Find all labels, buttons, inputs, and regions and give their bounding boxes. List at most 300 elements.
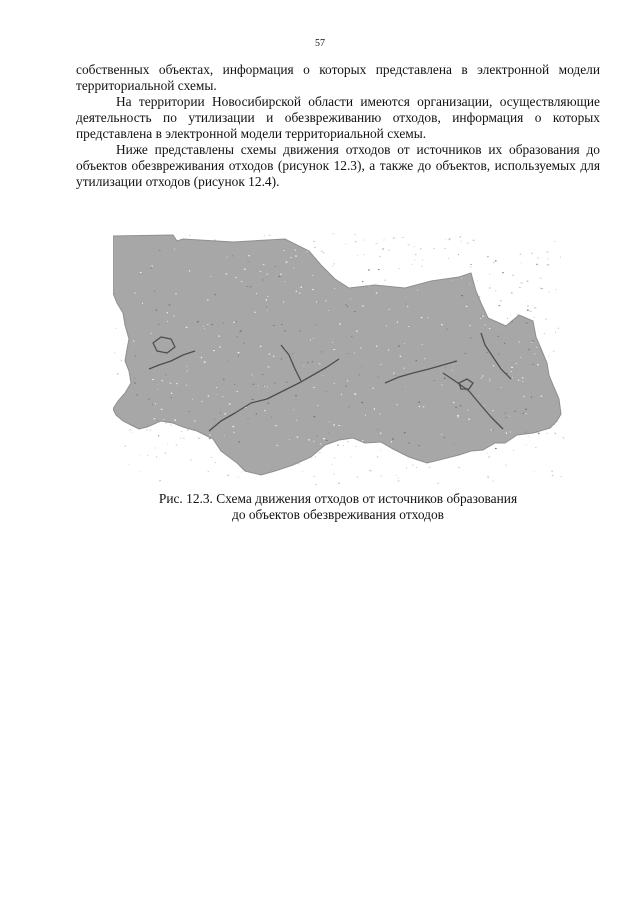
- terrain-dot: [408, 244, 410, 245]
- region-texture-dot: [382, 249, 384, 250]
- terrain-dot: [319, 452, 321, 453]
- region-texture-dot: [301, 287, 302, 288]
- region-texture-dot: [457, 417, 458, 418]
- region-texture-dot: [359, 374, 360, 375]
- region-texture-dot: [541, 396, 543, 397]
- region-texture-dot: [295, 250, 297, 251]
- region-texture-dot: [148, 399, 149, 400]
- terrain-dot: [555, 332, 556, 333]
- region-texture-dot: [532, 342, 533, 343]
- region-texture-dot: [397, 322, 398, 323]
- region-texture-dot: [211, 276, 212, 277]
- terrain-dot: [355, 241, 356, 242]
- region-texture-dot: [312, 361, 313, 362]
- region-texture-dot: [506, 432, 507, 433]
- region-texture-dot: [171, 393, 172, 394]
- region-texture-dot: [159, 324, 160, 325]
- region-texture-dot: [234, 384, 235, 385]
- region-texture-dot: [389, 309, 390, 310]
- region-texture-dot: [498, 389, 499, 390]
- region-texture-dot: [226, 273, 228, 274]
- region-texture-dot: [526, 413, 527, 414]
- region-texture-dot: [187, 366, 188, 367]
- terrain-dot: [372, 471, 373, 472]
- region-texture-dot: [457, 415, 459, 416]
- region-texture-dot: [489, 381, 490, 382]
- region-texture-dot: [208, 396, 209, 397]
- terrain-dot: [398, 477, 399, 478]
- terrain-dot: [269, 235, 271, 236]
- region-texture-dot: [174, 249, 175, 250]
- region-texture-dot: [275, 383, 276, 384]
- region-texture-dot: [532, 341, 534, 342]
- region-texture-dot: [455, 360, 456, 361]
- terrain-dot: [534, 472, 535, 473]
- region-texture-dot: [133, 341, 134, 342]
- region-texture-dot: [393, 373, 394, 374]
- region-texture-dot: [470, 264, 472, 265]
- region-texture-dot: [527, 276, 528, 277]
- region-texture-dot: [135, 355, 136, 356]
- region-texture-dot: [534, 354, 535, 355]
- region-texture-dot: [236, 321, 237, 322]
- region-texture-dot: [313, 338, 314, 339]
- region-texture-dot: [408, 280, 409, 281]
- region-texture-dot: [229, 403, 231, 404]
- region-texture-dot: [223, 323, 224, 324]
- region-texture-dot: [268, 367, 270, 368]
- region-texture-dot: [264, 410, 265, 411]
- region-texture-dot: [253, 384, 255, 385]
- region-texture-dot: [466, 306, 468, 307]
- terrain-dot: [377, 456, 378, 457]
- terrain-dot: [421, 266, 422, 267]
- terrain-dot: [384, 280, 386, 281]
- terrain-dot: [357, 255, 358, 256]
- region-texture-dot: [408, 443, 409, 444]
- region-texture-dot: [419, 445, 420, 446]
- region-texture-dot: [515, 263, 517, 264]
- region-texture-dot: [142, 303, 143, 304]
- terrain-dot: [406, 468, 407, 469]
- region-texture-dot: [267, 387, 268, 388]
- terrain-dot: [526, 445, 527, 446]
- region-texture-dot: [223, 379, 224, 380]
- region-texture-dot: [495, 448, 497, 449]
- region-texture-dot: [480, 318, 481, 319]
- terrain-dot: [415, 254, 416, 255]
- region-texture-dot: [407, 306, 408, 307]
- region-texture-dot: [509, 416, 510, 417]
- region-texture-dot: [233, 322, 234, 323]
- terrain-dot: [415, 260, 416, 261]
- terrain-dot: [191, 459, 192, 460]
- region-texture-dot: [533, 304, 534, 305]
- region-texture-dot: [492, 430, 494, 431]
- terrain-dot: [420, 248, 421, 249]
- region-texture-dot: [404, 343, 405, 344]
- terrain-dot: [241, 472, 242, 473]
- region-texture-dot: [174, 316, 175, 317]
- region-texture-dot: [284, 331, 286, 332]
- terrain-dot: [414, 246, 415, 247]
- region-texture-dot: [248, 262, 249, 263]
- region-texture-dot: [455, 407, 456, 408]
- region-texture-dot: [434, 248, 435, 249]
- region-texture-dot: [209, 435, 210, 436]
- region-texture-dot: [313, 387, 315, 388]
- region-texture-dot: [297, 437, 299, 438]
- region-texture-dot: [361, 366, 362, 367]
- terrain-dot: [384, 240, 385, 241]
- region-texture-dot: [326, 391, 327, 392]
- region-texture-dot: [405, 387, 406, 388]
- region-texture-dot: [314, 416, 316, 417]
- region-texture-dot: [318, 302, 319, 303]
- region-texture-dot: [468, 419, 470, 420]
- terrain-dot: [527, 305, 529, 306]
- region-texture-dot: [186, 385, 187, 386]
- region-texture-dot: [136, 394, 138, 395]
- region-map: [113, 233, 565, 485]
- region-texture-dot: [279, 276, 281, 277]
- region-texture-dot: [174, 444, 175, 445]
- region-texture-dot: [216, 387, 217, 388]
- region-texture-dot: [280, 274, 281, 275]
- region-texture-dot: [281, 358, 282, 359]
- region-texture-dot: [392, 438, 394, 439]
- region-texture-dot: [388, 349, 389, 350]
- region-texture-dot: [481, 315, 482, 316]
- terrain-dot: [548, 356, 549, 357]
- region-texture-dot: [526, 323, 528, 324]
- region-texture-dot: [361, 402, 363, 403]
- region-texture-dot: [482, 316, 484, 317]
- region-texture-dot: [491, 429, 492, 430]
- region-texture-dot: [240, 330, 242, 331]
- region-texture-dot: [321, 351, 322, 352]
- region-texture-dot: [286, 262, 288, 263]
- region-texture-dot: [408, 326, 409, 327]
- region-texture-dot: [533, 364, 534, 365]
- terrain-dot: [519, 287, 521, 288]
- region-texture-dot: [376, 293, 377, 294]
- region-texture-dot: [327, 253, 329, 254]
- region-texture-dot: [284, 281, 285, 282]
- terrain-dot: [477, 281, 478, 282]
- region-texture-dot: [152, 379, 154, 380]
- region-texture-dot: [350, 299, 351, 300]
- region-texture-dot: [273, 356, 274, 357]
- region-texture-dot: [507, 318, 508, 319]
- region-texture-dot: [214, 419, 215, 420]
- region-texture-dot: [347, 306, 348, 307]
- region-texture-dot: [323, 438, 325, 439]
- terrain-dot: [211, 457, 212, 458]
- terrain-dot: [534, 317, 535, 318]
- region-texture-dot: [334, 383, 335, 384]
- region-texture-dot: [223, 396, 224, 397]
- region-texture-dot: [201, 357, 202, 358]
- region-texture-dot: [354, 352, 355, 353]
- region-texture-dot: [434, 380, 435, 381]
- region-texture-dot: [528, 349, 529, 350]
- terrain-dot: [129, 464, 130, 465]
- region-texture-dot: [422, 344, 423, 345]
- terrain-dot: [552, 475, 553, 476]
- region-texture-dot: [493, 365, 494, 366]
- region-texture-dot: [264, 386, 265, 387]
- terrain-dot: [467, 243, 469, 244]
- region-texture-dot: [339, 425, 341, 426]
- region-texture-dot: [281, 324, 282, 325]
- region-texture-dot: [345, 304, 346, 305]
- terrain-dot: [334, 457, 335, 458]
- region-texture-dot: [377, 273, 379, 274]
- region-texture-dot: [531, 396, 532, 397]
- region-texture-dot: [260, 271, 262, 272]
- region-texture-dot: [347, 380, 348, 381]
- region-texture-dot: [161, 409, 163, 410]
- region-texture-dot: [197, 321, 199, 322]
- terrain-dot: [547, 433, 548, 434]
- region-texture-dot: [446, 271, 447, 272]
- region-texture-dot: [510, 431, 511, 432]
- terrain-dot: [526, 302, 527, 303]
- region-texture-dot: [333, 424, 335, 425]
- region-texture-dot: [403, 368, 405, 369]
- terrain-dot: [238, 477, 240, 478]
- region-texture-dot: [156, 310, 158, 311]
- region-texture-dot: [423, 406, 425, 407]
- region-texture-dot: [233, 426, 235, 427]
- region-texture-dot: [186, 327, 188, 328]
- terrain-dot: [314, 247, 316, 248]
- region-texture-dot: [346, 385, 347, 386]
- region-texture-dot: [406, 266, 408, 267]
- region-texture-dot: [214, 294, 216, 295]
- region-texture-dot: [312, 275, 313, 276]
- region-texture-dot: [247, 286, 249, 287]
- region-texture-dot: [203, 326, 204, 327]
- region-texture-dot: [416, 274, 417, 275]
- region-texture-dot: [351, 336, 352, 337]
- region-texture-dot: [310, 340, 311, 341]
- paragraph-continuation: собственных объектах, информация о которых представлена в электронной модели территориальной схемы.: [76, 62, 600, 93]
- region-texture-dot: [252, 399, 254, 400]
- region-texture-dot: [378, 269, 380, 270]
- region-texture-dot: [162, 380, 163, 381]
- terrain-dot: [363, 254, 364, 255]
- terrain-dot: [545, 319, 547, 320]
- terrain-dot: [449, 239, 451, 240]
- region-texture-dot: [157, 423, 158, 424]
- terrain-dot: [412, 465, 414, 466]
- terrain-dot: [302, 471, 303, 472]
- region-texture-dot: [376, 346, 377, 347]
- region-texture-dot: [289, 439, 290, 440]
- region-texture-dot: [350, 251, 351, 252]
- region-texture-dot: [378, 377, 379, 378]
- region-texture-dot: [365, 415, 366, 416]
- region-texture-dot: [369, 286, 370, 287]
- region-texture-dot: [295, 255, 296, 256]
- region-texture-dot: [374, 408, 375, 409]
- region-texture-dot: [175, 293, 176, 294]
- page-number: 57: [315, 38, 325, 49]
- terrain-dot: [528, 436, 530, 437]
- region-texture-dot: [263, 279, 264, 280]
- region-texture-dot: [530, 300, 532, 301]
- region-texture-dot: [232, 255, 233, 256]
- region-texture-dot: [326, 440, 328, 441]
- terrain-dot: [347, 441, 349, 442]
- region-texture-dot: [269, 354, 270, 355]
- region-texture-dot: [441, 434, 442, 435]
- region-texture-dot: [347, 353, 348, 354]
- region-texture-dot: [283, 302, 284, 303]
- region-texture-dot: [329, 421, 330, 422]
- region-texture-dot: [451, 280, 452, 281]
- region-texture-dot: [308, 439, 310, 440]
- region-texture-dot: [157, 420, 158, 421]
- region-texture-dot: [398, 346, 399, 347]
- region-texture-dot: [404, 432, 406, 433]
- region-texture-dot: [525, 432, 526, 433]
- region-texture-dot: [304, 365, 305, 366]
- region-texture-dot: [470, 325, 471, 326]
- region-texture-dot: [316, 325, 317, 326]
- region-texture-dot: [273, 325, 275, 326]
- region-texture-dot: [236, 391, 238, 392]
- region-texture-dot: [171, 397, 172, 398]
- region-texture-dot: [416, 262, 418, 263]
- region-texture-dot: [236, 337, 237, 338]
- terrain-dot: [532, 253, 533, 254]
- region-texture-dot: [218, 336, 219, 337]
- region-texture-dot: [268, 403, 269, 404]
- terrain-dot: [333, 233, 335, 234]
- region-texture-dot: [489, 328, 490, 329]
- region-texture-dot: [294, 409, 295, 410]
- region-texture-dot: [362, 440, 363, 441]
- region-texture-dot: [173, 439, 175, 440]
- region-texture-dot: [348, 407, 349, 408]
- terrain-dot: [139, 455, 140, 456]
- region-texture-dot: [477, 264, 478, 265]
- terrain-dot: [554, 241, 555, 242]
- region-texture-dot: [424, 358, 425, 359]
- region-texture-dot: [501, 300, 502, 301]
- terrain-dot: [495, 290, 496, 291]
- region-texture-dot: [460, 405, 461, 406]
- region-texture-dot: [338, 269, 339, 270]
- region-texture-dot: [219, 346, 220, 347]
- region-texture-dot: [283, 250, 284, 251]
- region-texture-dot: [453, 364, 454, 365]
- terrain-dot: [176, 445, 178, 446]
- region-texture-dot: [155, 404, 156, 405]
- region-texture-dot: [210, 441, 211, 442]
- region-texture-dot: [542, 288, 543, 289]
- terrain-dot: [521, 282, 523, 283]
- terrain-dot: [150, 430, 151, 431]
- terrain-dot: [181, 431, 183, 432]
- paragraph-organizations: На территории Новосибирской области имеются организации, осуществляющие деятельность по утилизации и обезвреживанию отходов, информация о которых представлена в электронной модели территориальной схемы.: [76, 94, 600, 141]
- region-texture-dot: [534, 435, 535, 436]
- region-texture-dot: [164, 419, 165, 420]
- region-texture-dot: [299, 331, 301, 332]
- region-texture-dot: [489, 289, 491, 290]
- region-texture-dot: [207, 300, 209, 301]
- region-texture-dot: [263, 264, 265, 265]
- terrain-dot: [129, 430, 130, 431]
- region-texture-dot: [323, 376, 324, 377]
- region-texture-dot: [499, 305, 501, 306]
- region-texture-dot: [225, 413, 226, 414]
- region-texture-dot: [345, 447, 346, 448]
- region-texture-dot: [490, 379, 491, 380]
- terrain-dot: [355, 264, 356, 265]
- terrain-dot: [379, 256, 381, 257]
- region-texture-dot: [515, 255, 516, 256]
- terrain-dot: [486, 452, 487, 453]
- terrain-dot: [445, 240, 446, 241]
- terrain-dot: [147, 455, 148, 456]
- region-texture-dot: [484, 325, 485, 326]
- region-texture-dot: [482, 258, 483, 259]
- region-texture-dot: [384, 257, 386, 258]
- terrain-dot: [563, 437, 565, 438]
- region-texture-dot: [244, 343, 245, 344]
- region-texture-dot: [520, 307, 522, 308]
- region-texture-dot: [523, 413, 524, 414]
- terrain-dot: [264, 235, 265, 236]
- region-texture-dot: [521, 357, 522, 358]
- region-texture-dot: [444, 378, 446, 379]
- region-texture-dot: [522, 381, 524, 382]
- region-texture-dot: [189, 411, 190, 412]
- region-texture-dot: [277, 445, 278, 446]
- region-texture-dot: [356, 331, 358, 332]
- region-texture-dot: [299, 293, 300, 294]
- paragraph-schemes: Ниже представлены схемы движения отходов от источников их образования до объектов обезвреживания отходов (рисунок 12.3), а также до объектов, используемых для утилизации отходов (рисунок 12.4).: [76, 142, 600, 189]
- region-texture-dot: [391, 441, 392, 442]
- terrain-dot: [332, 266, 333, 267]
- terrain-dot: [355, 446, 357, 447]
- region-texture-dot: [421, 317, 423, 318]
- region-texture-dot: [174, 419, 176, 420]
- region-texture-dot: [252, 374, 253, 375]
- region-texture-dot: [377, 430, 378, 431]
- region-texture-dot: [498, 278, 499, 279]
- region-texture-dot: [514, 411, 516, 412]
- region-texture-dot: [220, 412, 221, 413]
- region-texture-dot: [487, 352, 488, 353]
- region-texture-dot: [531, 279, 533, 280]
- terrain-dot: [398, 268, 400, 269]
- terrain-dot: [487, 477, 489, 478]
- region-texture-dot: [202, 401, 203, 402]
- region-texture-dot: [328, 432, 329, 433]
- terrain-dot: [411, 264, 412, 265]
- region-texture-dot: [189, 270, 190, 271]
- region-texture-dot: [498, 353, 499, 354]
- terrain-dot: [416, 467, 417, 468]
- region-texture-dot: [134, 378, 135, 379]
- region-texture-dot: [522, 377, 524, 378]
- terrain-dot: [560, 476, 562, 477]
